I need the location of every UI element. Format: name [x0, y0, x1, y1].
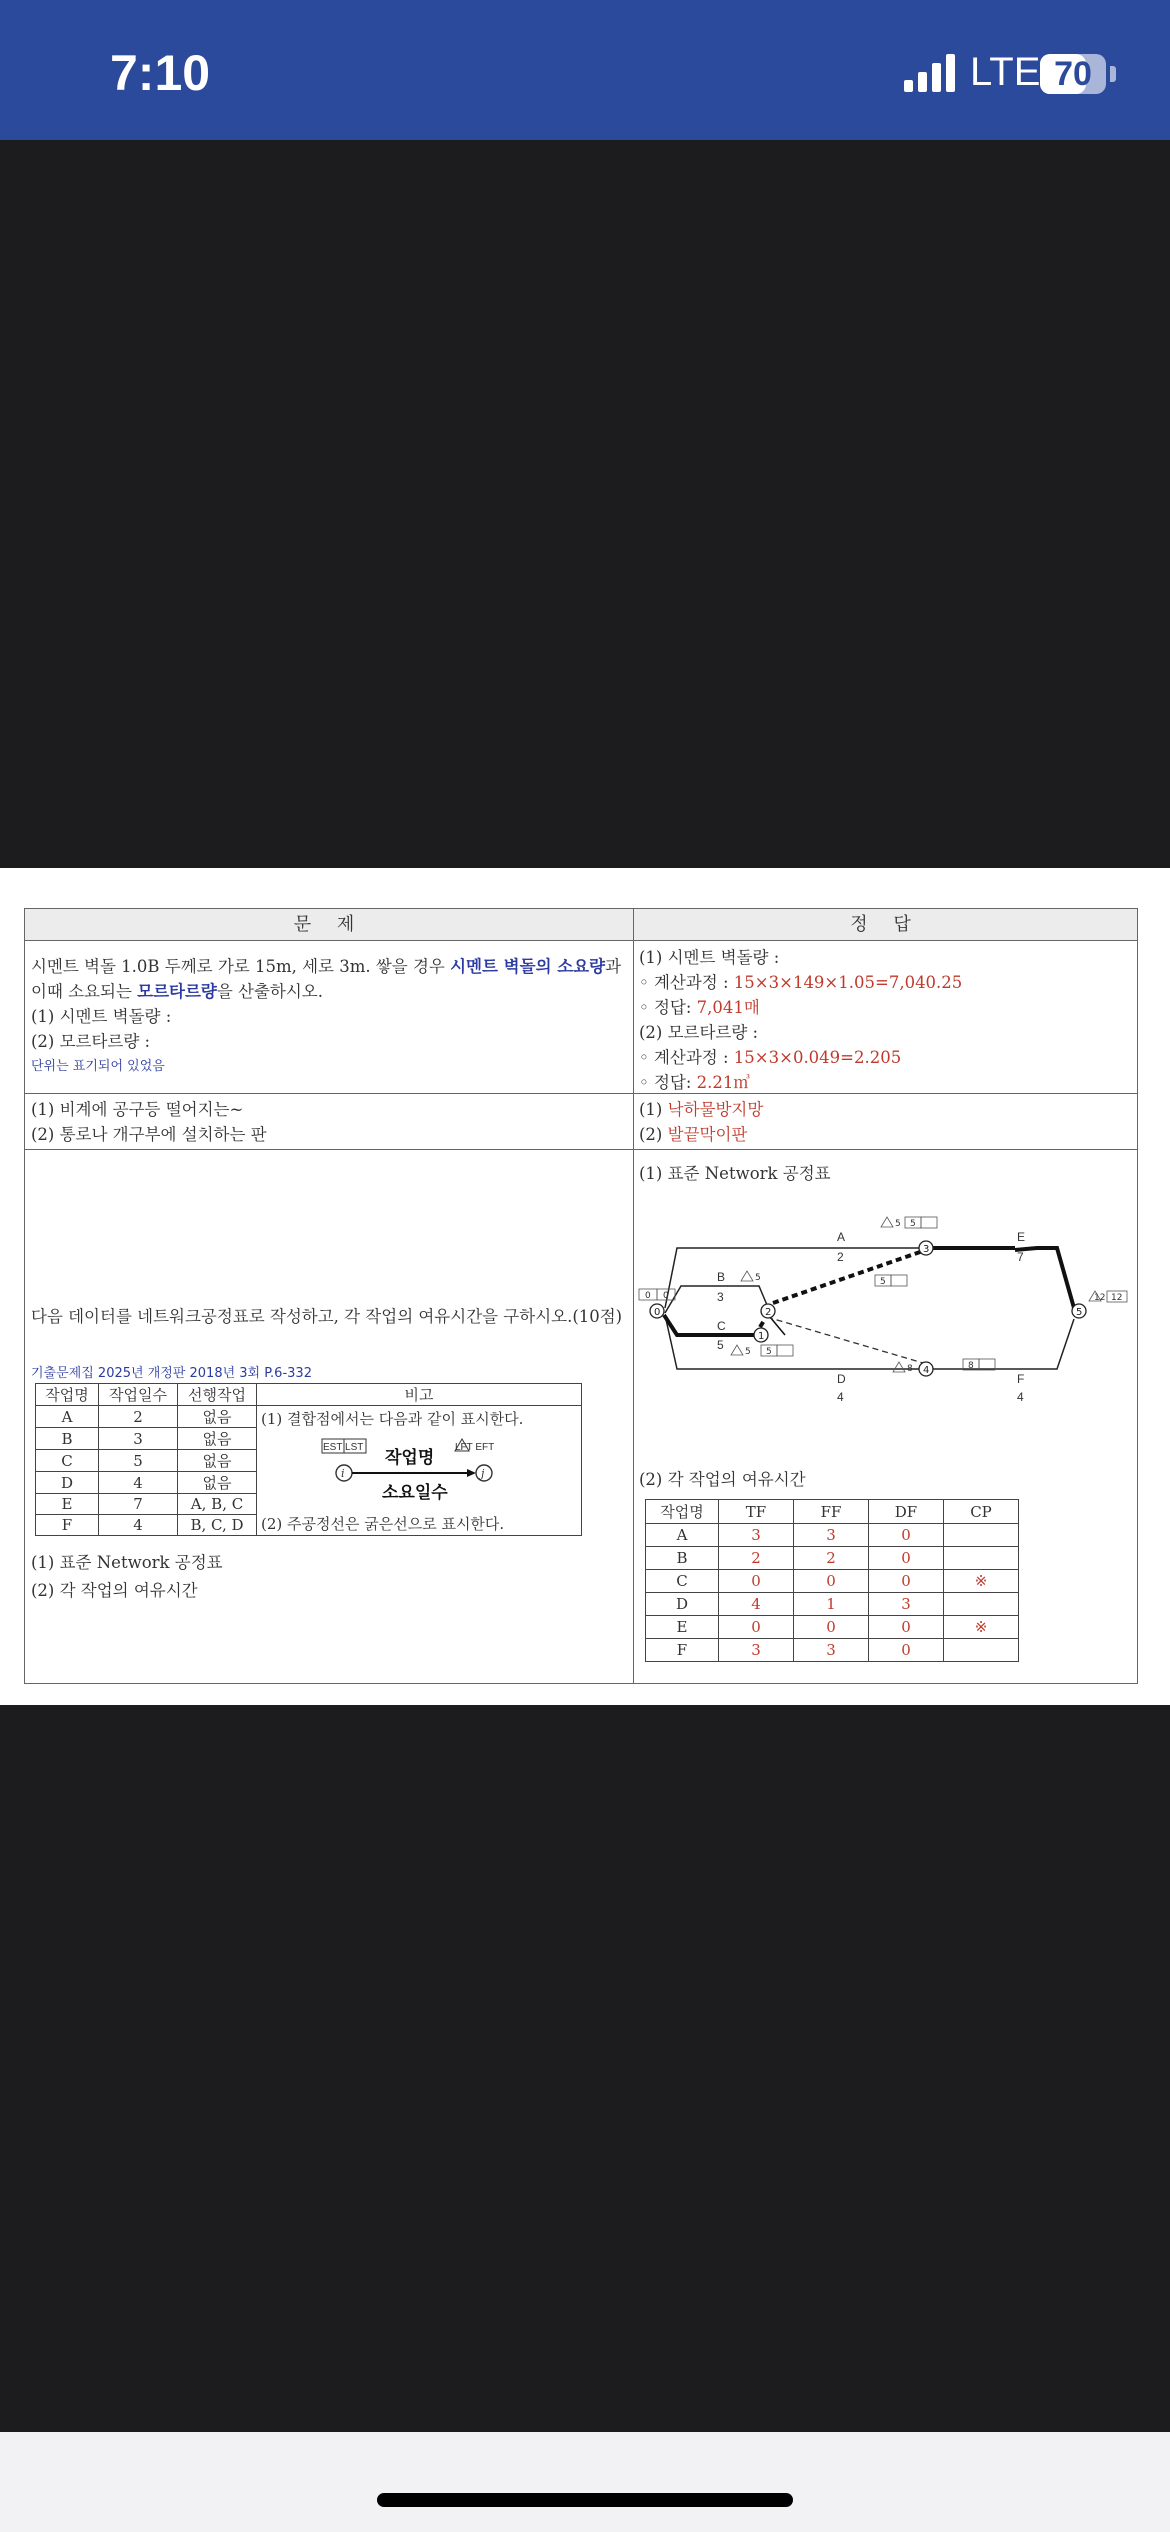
- legend-est-lst: EST LST: [323, 1442, 364, 1453]
- answer-label: (1): [639, 1100, 668, 1119]
- cell: 3: [794, 1524, 869, 1547]
- cell: B: [36, 1428, 99, 1450]
- data-header: 선행작업: [178, 1384, 257, 1406]
- home-indicator-area: [0, 2432, 1170, 2532]
- cell: 0: [869, 1639, 944, 1662]
- answer-label: ◦ 계산과정 :: [639, 1048, 734, 1067]
- problem-text: 과 이때 소요되는: [31, 957, 622, 1001]
- divider: [25, 940, 1137, 941]
- table-row: [646, 1524, 1019, 1547]
- cell: [944, 1547, 1019, 1570]
- cell: E: [646, 1616, 719, 1639]
- problem-highlight: 모르타르량: [137, 982, 217, 1001]
- cell: 7: [99, 1494, 178, 1515]
- node-time: 0: [663, 1291, 669, 1301]
- table-row: [36, 1406, 582, 1428]
- node-id: 5: [1076, 1307, 1083, 1318]
- float-header: FF: [794, 1500, 869, 1524]
- answer-label: (2): [639, 1125, 668, 1144]
- row2-answer: [639, 1097, 1131, 1147]
- status-time: 7:10: [110, 45, 211, 101]
- float-table-wrap: [645, 1499, 1019, 1662]
- row3-questions: [31, 1549, 627, 1605]
- cell: 4: [99, 1515, 178, 1536]
- answer-question: (2) 모르타르량 :: [639, 1023, 759, 1042]
- legend-j: j: [481, 1467, 485, 1480]
- source-note: 기출문제집 2025년 개정판 2018년 3회 P.6-332: [31, 1366, 312, 1381]
- node-time: 5: [895, 1219, 901, 1229]
- table-row: [646, 1616, 1019, 1639]
- legend-i: i: [341, 1467, 345, 1480]
- answer-network-title: (1) 표준 Network 공정표: [639, 1164, 831, 1183]
- network-diagram: [637, 1193, 1133, 1453]
- cell: ※: [944, 1570, 1019, 1593]
- answer-value: 발끝막이판: [667, 1125, 748, 1144]
- cell: D: [36, 1472, 99, 1494]
- divider: [25, 1149, 1137, 1150]
- cell: 0: [794, 1570, 869, 1593]
- home-indicator[interactable]: [377, 2493, 793, 2507]
- cell: [944, 1593, 1019, 1616]
- answer-value: 15×3×149×1.05=7,040.25: [733, 973, 963, 992]
- cell: ※: [944, 1616, 1019, 1639]
- cell: C: [36, 1450, 99, 1472]
- answer-value: 7,041매: [696, 998, 760, 1017]
- activity-duration: 2: [837, 1250, 844, 1264]
- cell: 3: [99, 1428, 178, 1450]
- answer-value: 15×3×0.049=2.205: [733, 1048, 902, 1067]
- divider: [633, 909, 634, 1683]
- signal-icon: [904, 54, 960, 92]
- cell: 없음: [178, 1428, 257, 1450]
- node-id: 3: [923, 1244, 930, 1255]
- answer-label: ◦ 정답:: [639, 998, 697, 1017]
- cell: [944, 1524, 1019, 1547]
- cell: 2: [719, 1547, 794, 1570]
- header-problem: 문 제: [25, 909, 633, 940]
- document-image: [0, 868, 1170, 1705]
- cell: B, C, D: [178, 1515, 257, 1536]
- data-table: [35, 1383, 582, 1536]
- cell: 0: [794, 1616, 869, 1639]
- node-time: 5: [880, 1277, 886, 1287]
- activity-duration: 4: [837, 1390, 844, 1404]
- legend-task-name: 작업명: [385, 1448, 435, 1468]
- cell: [944, 1639, 1019, 1662]
- problem-text: 다음 데이터를 네트워크공정표로 작성하고, 각 작업의 여유시간을 구하시오.(10점): [31, 1307, 623, 1326]
- exam-table: [24, 908, 1138, 1684]
- answer-label: ◦ 정답:: [639, 1073, 697, 1092]
- node-time: 12: [1094, 1293, 1106, 1303]
- problem-question: (2) 통로나 개구부에 설치하는 판: [31, 1125, 267, 1144]
- answer-value: 낙하물방지망: [667, 1100, 764, 1119]
- cell: 0: [869, 1524, 944, 1547]
- node-id: 2: [765, 1307, 772, 1318]
- answer-float-title: (2) 각 작업의 여유시간: [639, 1470, 806, 1489]
- cell: C: [646, 1570, 719, 1593]
- cell: 없음: [178, 1450, 257, 1472]
- data-header: 작업일수: [99, 1384, 178, 1406]
- float-header: 작업명: [646, 1500, 719, 1524]
- cell: A: [646, 1524, 719, 1547]
- cell: 0: [719, 1616, 794, 1639]
- answer-value: 2.21㎥: [696, 1073, 750, 1092]
- node-time: 12: [1111, 1293, 1123, 1303]
- cell: 0: [719, 1570, 794, 1593]
- node-id: 4: [923, 1365, 930, 1376]
- table-row: [646, 1593, 1019, 1616]
- data-header: 비고: [257, 1384, 582, 1406]
- answer-question: (1) 시멘트 벽돌량 :: [639, 948, 780, 967]
- cell: 2: [794, 1547, 869, 1570]
- node-time: 5: [745, 1347, 751, 1357]
- cell: 0: [869, 1547, 944, 1570]
- status-bar: [0, 0, 1170, 140]
- activity-name: E: [1017, 1230, 1026, 1244]
- float-header: TF: [719, 1500, 794, 1524]
- remark-note: (1) 결합점에서는 다음과 같이 표시한다.: [261, 1410, 524, 1428]
- cell: 3: [719, 1639, 794, 1662]
- problem-question: (1) 비계에 공구등 떨어지는~: [31, 1100, 244, 1119]
- activity-name: D: [837, 1372, 846, 1386]
- node-time: 8: [968, 1361, 974, 1371]
- problem-text: 시멘트 벽돌 1.0B 두께로 가로 15m, 세로 3m. 쌓을 경우: [31, 957, 451, 976]
- node-time: 0: [645, 1291, 651, 1301]
- cell: 3: [869, 1593, 944, 1616]
- problem-question: (1) 표준 Network 공정표: [31, 1553, 223, 1572]
- table-row: [646, 1570, 1019, 1593]
- battery-percent: 70: [1054, 55, 1092, 93]
- legend-lft-eft: LFT EFT: [455, 1442, 495, 1453]
- row1-answer: [639, 945, 1131, 1095]
- data-header: 작업명: [36, 1384, 99, 1406]
- node-id: 0: [654, 1307, 661, 1318]
- header-answer: 정 답: [634, 909, 1137, 940]
- activity-name: C: [717, 1319, 726, 1333]
- activity-name: B: [717, 1270, 726, 1284]
- answer-label: ◦ 계산과정 :: [639, 973, 734, 992]
- remarks-cell: [257, 1406, 582, 1536]
- cell: A, B, C: [178, 1494, 257, 1515]
- row3-problem: [31, 1304, 627, 1329]
- table-row: [646, 1547, 1019, 1570]
- activity-name: A: [837, 1230, 846, 1244]
- cell: F: [36, 1515, 99, 1536]
- node-time: 8: [907, 1364, 913, 1374]
- float-table: [645, 1499, 1019, 1662]
- problem-question: (1) 시멘트 벽돌량 :: [31, 1007, 172, 1026]
- node-legend-diagram: [257, 1431, 577, 1511]
- problem-question: (2) 모르타르량 :: [31, 1032, 151, 1051]
- activity-name: F: [1017, 1372, 1025, 1386]
- cell: A: [36, 1406, 99, 1428]
- cell: 없음: [178, 1406, 257, 1428]
- remark-note: (2) 주공정선은 굵은선으로 표시한다.: [261, 1515, 505, 1533]
- node-id: 1: [758, 1331, 765, 1342]
- row2-problem: [31, 1097, 627, 1147]
- float-header: DF: [869, 1500, 944, 1524]
- activity-duration: 5: [717, 1338, 724, 1352]
- problem-text: 을 산출하시오.: [216, 982, 323, 1001]
- cell: 0: [869, 1570, 944, 1593]
- battery-icon: [1040, 54, 1106, 94]
- cell: D: [646, 1593, 719, 1616]
- node-time: 5: [755, 1273, 761, 1283]
- cell: 2: [99, 1406, 178, 1428]
- activity-duration: 3: [717, 1290, 724, 1304]
- table-row: [646, 1639, 1019, 1662]
- activity-duration: 7: [1017, 1250, 1024, 1264]
- cell: 1: [794, 1593, 869, 1616]
- activity-duration: 4: [1017, 1390, 1024, 1404]
- cell: F: [646, 1639, 719, 1662]
- cell: E: [36, 1494, 99, 1515]
- data-table-wrap: [35, 1383, 582, 1536]
- cell: 0: [869, 1616, 944, 1639]
- cell: 3: [794, 1639, 869, 1662]
- problem-highlight: 시멘트 벽돌의 소요량: [450, 957, 606, 976]
- battery-tip: [1110, 66, 1116, 82]
- cell: 없음: [178, 1472, 257, 1494]
- network-type: LTE: [970, 50, 1041, 94]
- float-header: CP: [944, 1500, 1019, 1524]
- node-time: 5: [910, 1219, 916, 1229]
- legend-duration: 소요일수: [382, 1483, 448, 1503]
- node-time: 5: [766, 1347, 772, 1357]
- cell: 4: [719, 1593, 794, 1616]
- problem-question: (2) 각 작업의 여유시간: [31, 1581, 198, 1600]
- cell: 3: [719, 1524, 794, 1547]
- row1-problem: [31, 954, 627, 1079]
- problem-note: 단위는 표기되어 있었음: [31, 1059, 165, 1074]
- cell: B: [646, 1547, 719, 1570]
- cell: 4: [99, 1472, 178, 1494]
- cell: 5: [99, 1450, 178, 1472]
